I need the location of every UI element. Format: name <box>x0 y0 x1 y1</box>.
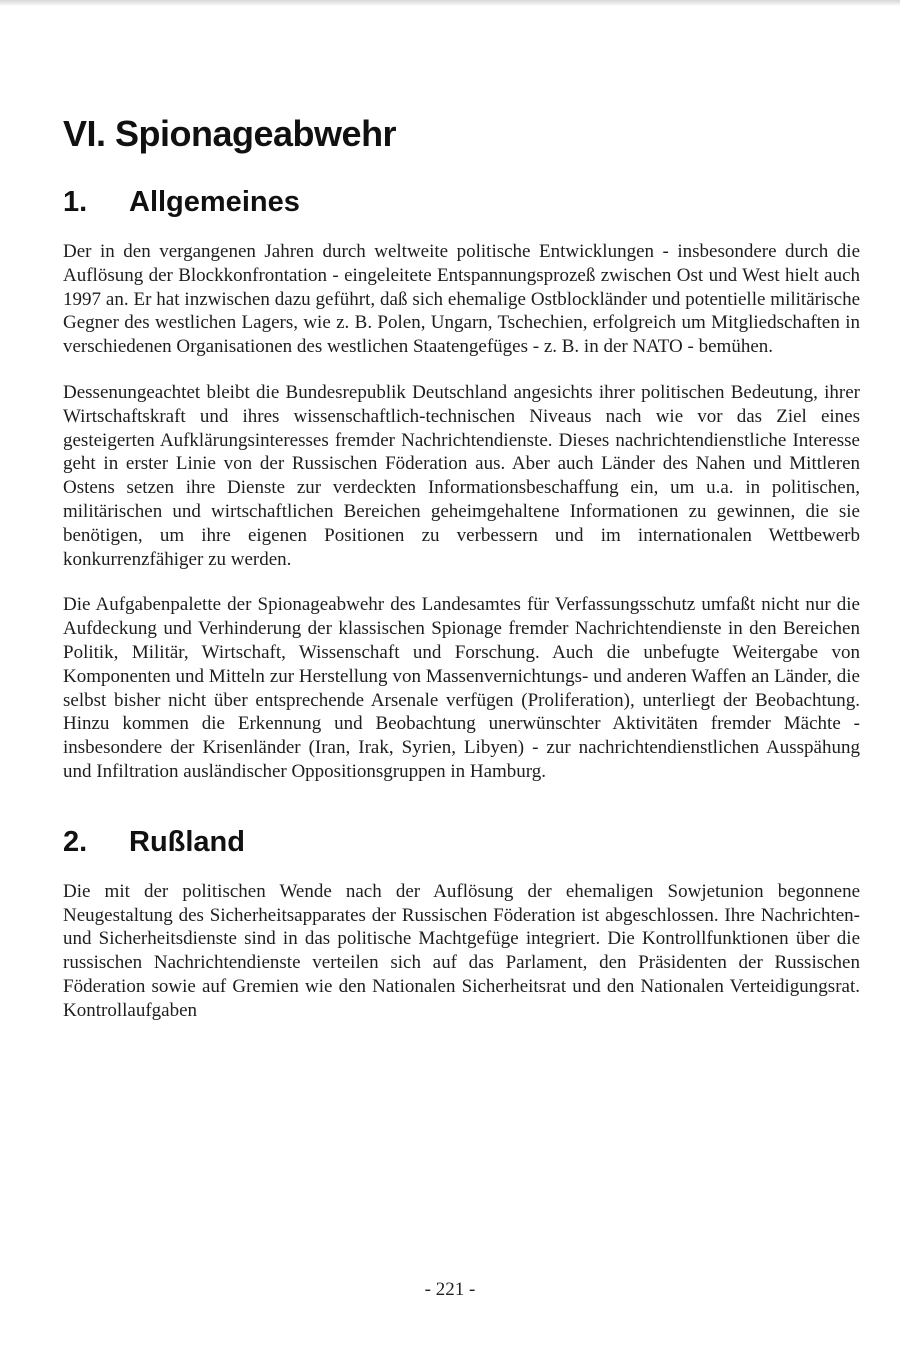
section-russland <box>63 822 860 1023</box>
page-number: - 221 - <box>424 1279 476 1300</box>
paragraph: Die mit der politischen Wende nach der Auflösung der ehemaligen Sowjetunion begonnene Neugestaltung des Sicherheitsapparates der Russischen Föderation ist abgeschlossen. Ihre Nachrichten- und Sicherheitsdienste sind in das politische Machtgefüge integriert. Die Kontrollfunktionen über die russischen Nachrichtendienste verteilen sich auf das Parlament, den Präsidenten der Russischen Föderation sowie auf Gremien wie den Nationalen Sicherheitsrat und den Nationalen Verteidigungsrat. Kontrollaufgaben <box>63 880 860 1021</box>
section-number: 1. <box>63 186 88 218</box>
section-title: Rußland <box>129 825 245 858</box>
chapter-title: VI. Spionageabwehr <box>63 113 397 154</box>
paragraph: Der in den vergangenen Jahren durch weltweite politische Entwicklungen - insbesondere durch die Auflösung der Blockkonfrontation - eingeleitete Entspannungsprozeß zwischen Ost und West hielt auch 1997 an. Er hat inzwischen dazu geführt, daß sich ehemalige Ostblockländer und potentielle militärische Gegner des westlichen Lagers, wie z. B. Polen, Ungarn, Tschechien, erfolgreich um Mitgliedschaften in verschiedenen Organisationen des westlichen Staatengefüges - z. B. in der NATO - bemühen. <box>63 241 860 358</box>
paragraph: Dessenungeachtet bleibt die Bundesrepublik Deutschland angesichts ihrer politischen Bedeutung, ihrer Wirtschaftskraft und ihres wissenschaftlich-technischen Niveaus nach wie vor das Ziel eines gesteigerten Aufklärungsinteresses fremder Nachrichtendienste. Dieses nachrichtendienstliche Interesse geht in erster Linie von der Russischen Föderation aus. Aber auch Länder des Nahen und Mittleren Ostens setzen ihre Dienste zur verdeckten Informationsbeschaffung ein, um u.a. in politischen, militärischen und wirtschaftlichen Bereichen geheimgehaltene Informationen zu gewinnen, die sie benötigen, um ihre eigenen Positionen zu verbessern und im internationalen Wettbewerb konkurrenzfähiger zu werden. <box>63 381 860 570</box>
paragraph: Die Aufgabenpalette der Spionageabwehr des Landesamtes für Verfassungsschutz umfaßt nicht nur die Aufdeckung und Verhinderung der klassischen Spionage fremder Nachrichtendienste in den Bereichen Politik, Militär, Wirtschaft, Wissenschaft und Forschung. Auch die unbefugte Weitergabe von Komponenten und Mitteln zur Herstellung von Massenvernichtungs- und anderen Waffen an Länder, die selbst bisher nicht über entsprechende Arsenale verfügen (Proliferation), unterliegt der Beobachtung. Hinzu kommen die Erkennung und Beobachtung unerwünschter Aktivitäten fremder Mächte - insbesondere der Krisenländer (Iran, Irak, Syrien, Libyen) - zur nachrichtendienstlichen Ausspähung und Infiltration ausländischer Oppositionsgruppen in Hamburg. <box>63 594 860 782</box>
section-allgemeines <box>63 182 860 784</box>
document-page <box>63 110 860 1045</box>
scan-edge <box>0 0 900 6</box>
section-heading <box>63 822 860 862</box>
section-title: Allgemeines <box>129 186 300 218</box>
section-number: 2. <box>63 825 88 858</box>
section-heading <box>63 182 860 222</box>
